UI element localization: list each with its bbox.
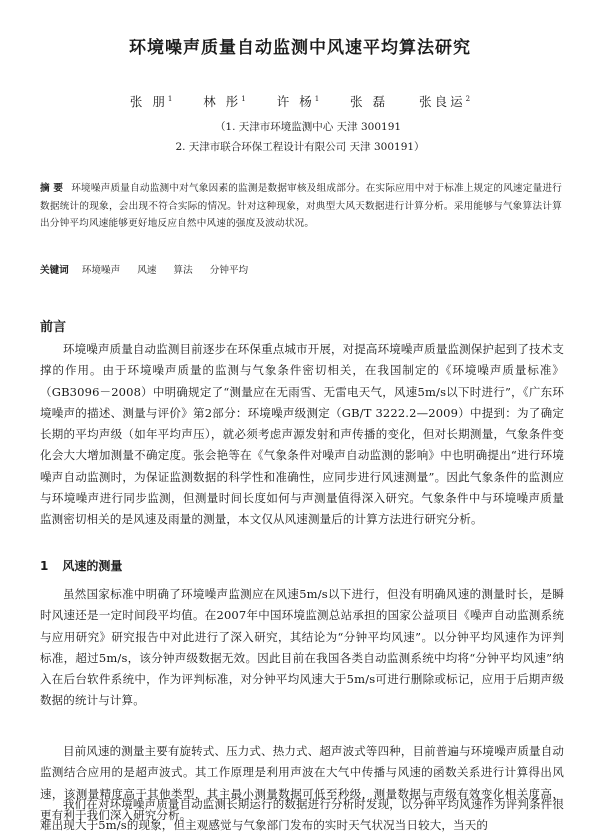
keyword: 环境噪声	[81, 265, 121, 276]
section-1-paragraph: 虽然国家标准中明确了环境噪声监测应在风速5m/s以下进行，但没有明确风速的测量时长，是瞬时风速还是一定时间段平均值。在2007年中国环境监测总站承担的国家公益项目《噪声自动监测系统与应用研究》研究报告中对此进行了深入研究，其结论为“分钟平均风速”。以分钟平均风速作为评判标准，超过5m/s，该分钟声级数据无效。因此目前在我国各类自动监测系统中均将“分钟平均风速”纳入在后台软件系统中，作为评判标准，对分钟平均风速大于5m/s可进行删除或标记，应用于后期声级数据的统计与计算。	[40, 587, 564, 708]
section-1-paragraph: 目前风速的测量主要有旋转式、压力式、热力式、超声波式等四种，目前普遍与环境噪声质量自动监测结合应用的是超声波式。其工作原理是利用声波在大气中传播与风速的函数关系进行计算得出风速，该测量精度高于其他类型，其主最小测量数据可低至秒级，测量数据与声级有效变化相关度高，更有利于我们深入研究分析。	[40, 744, 564, 822]
abstract-label: 摘 要	[40, 183, 64, 194]
intro-paragraph: 环境噪声质量自动监测目前逐步在环保重点城市开展，对提高环境噪声质量监测保护起到了技术支撑的作用。由于环境噪声质量的监测与气象条件密切相关，在我国制定的《环境噪声质量标准》（GB3096－2008）中明确规定了“测量应在无雨雪、无雷电天气，风速5m/s以下时进行”，《广东环境噪声的描述、测量与评价》第2部分：环境噪声级测定（GB/T 3222.2—2009）中提到：为了确定长期的平均声级（如年平均声压），就必须考虑声源发射和声传播的变化，但对长期测量，气象条件变化会大大增加测量不确定度。张会艳等在《气象条件对噪声自动监测的影响》中也明确提出“进行环境噪声自动监测时，为保证监测数据的科学性和准确性，应同步进行风速测量”。因此气象条件的监测应与环境噪声进行同步监测，但测量时间长度如何与声测量值得深入研究。气象条件中与环境噪声质量监测密切相关的是风速及雨量的测量，本文仅从风速测量后的计算方法进行研究分析。	[40, 342, 564, 527]
keyword: 分钟平均	[209, 265, 249, 276]
paper-title: 环境噪声质量自动监测中风速平均算法研究	[129, 38, 471, 58]
keyword: 风速	[137, 265, 157, 276]
keywords	[40, 262, 562, 276]
keyword: 算法	[173, 265, 193, 276]
author: 张 磊	[350, 94, 389, 109]
section-title: 风速的测量	[62, 559, 123, 573]
affiliation-1: （1. 天津市环境监测中心 天津 300191	[214, 121, 402, 133]
intro-heading: 前言	[40, 320, 67, 335]
keywords-label: 关键词	[40, 265, 69, 276]
abstract	[40, 180, 562, 233]
section-1-paragraph: 我们在对环境噪声质量自动监测长期运行的数据进行分析时发现，以分钟平均风速作为评判条件很难出现大于5m/s的现象，但主观感觉与气象部门发布的实时天气状况当日较大，当天的	[40, 797, 564, 833]
abstract-text: 环境噪声质量自动监测中对气象因素的监测是数据审核及组成部分。在实际应用中对于标准上规定的风速定量进行数据统计的现象，会出现不符合实际的情况。针对这种现象，对典型大风天数据进行计算分析。采用能够与气象算法计算出分钟平均风速能够更好地反应自然中风速的强度及波动状况。	[40, 183, 562, 230]
author: 张良运$^2$	[419, 94, 471, 109]
affiliation-2: 2. 天津市联合环保工程设计有限公司 天津 300191）	[175, 141, 425, 153]
section-1-heading	[40, 557, 122, 574]
author: 张 朋$^1$	[129, 94, 173, 109]
author: 许 杨$^1$	[276, 94, 320, 109]
section-number: 1	[40, 559, 49, 573]
author: 林 彤$^1$	[203, 94, 246, 109]
author-list	[0, 92, 600, 110]
